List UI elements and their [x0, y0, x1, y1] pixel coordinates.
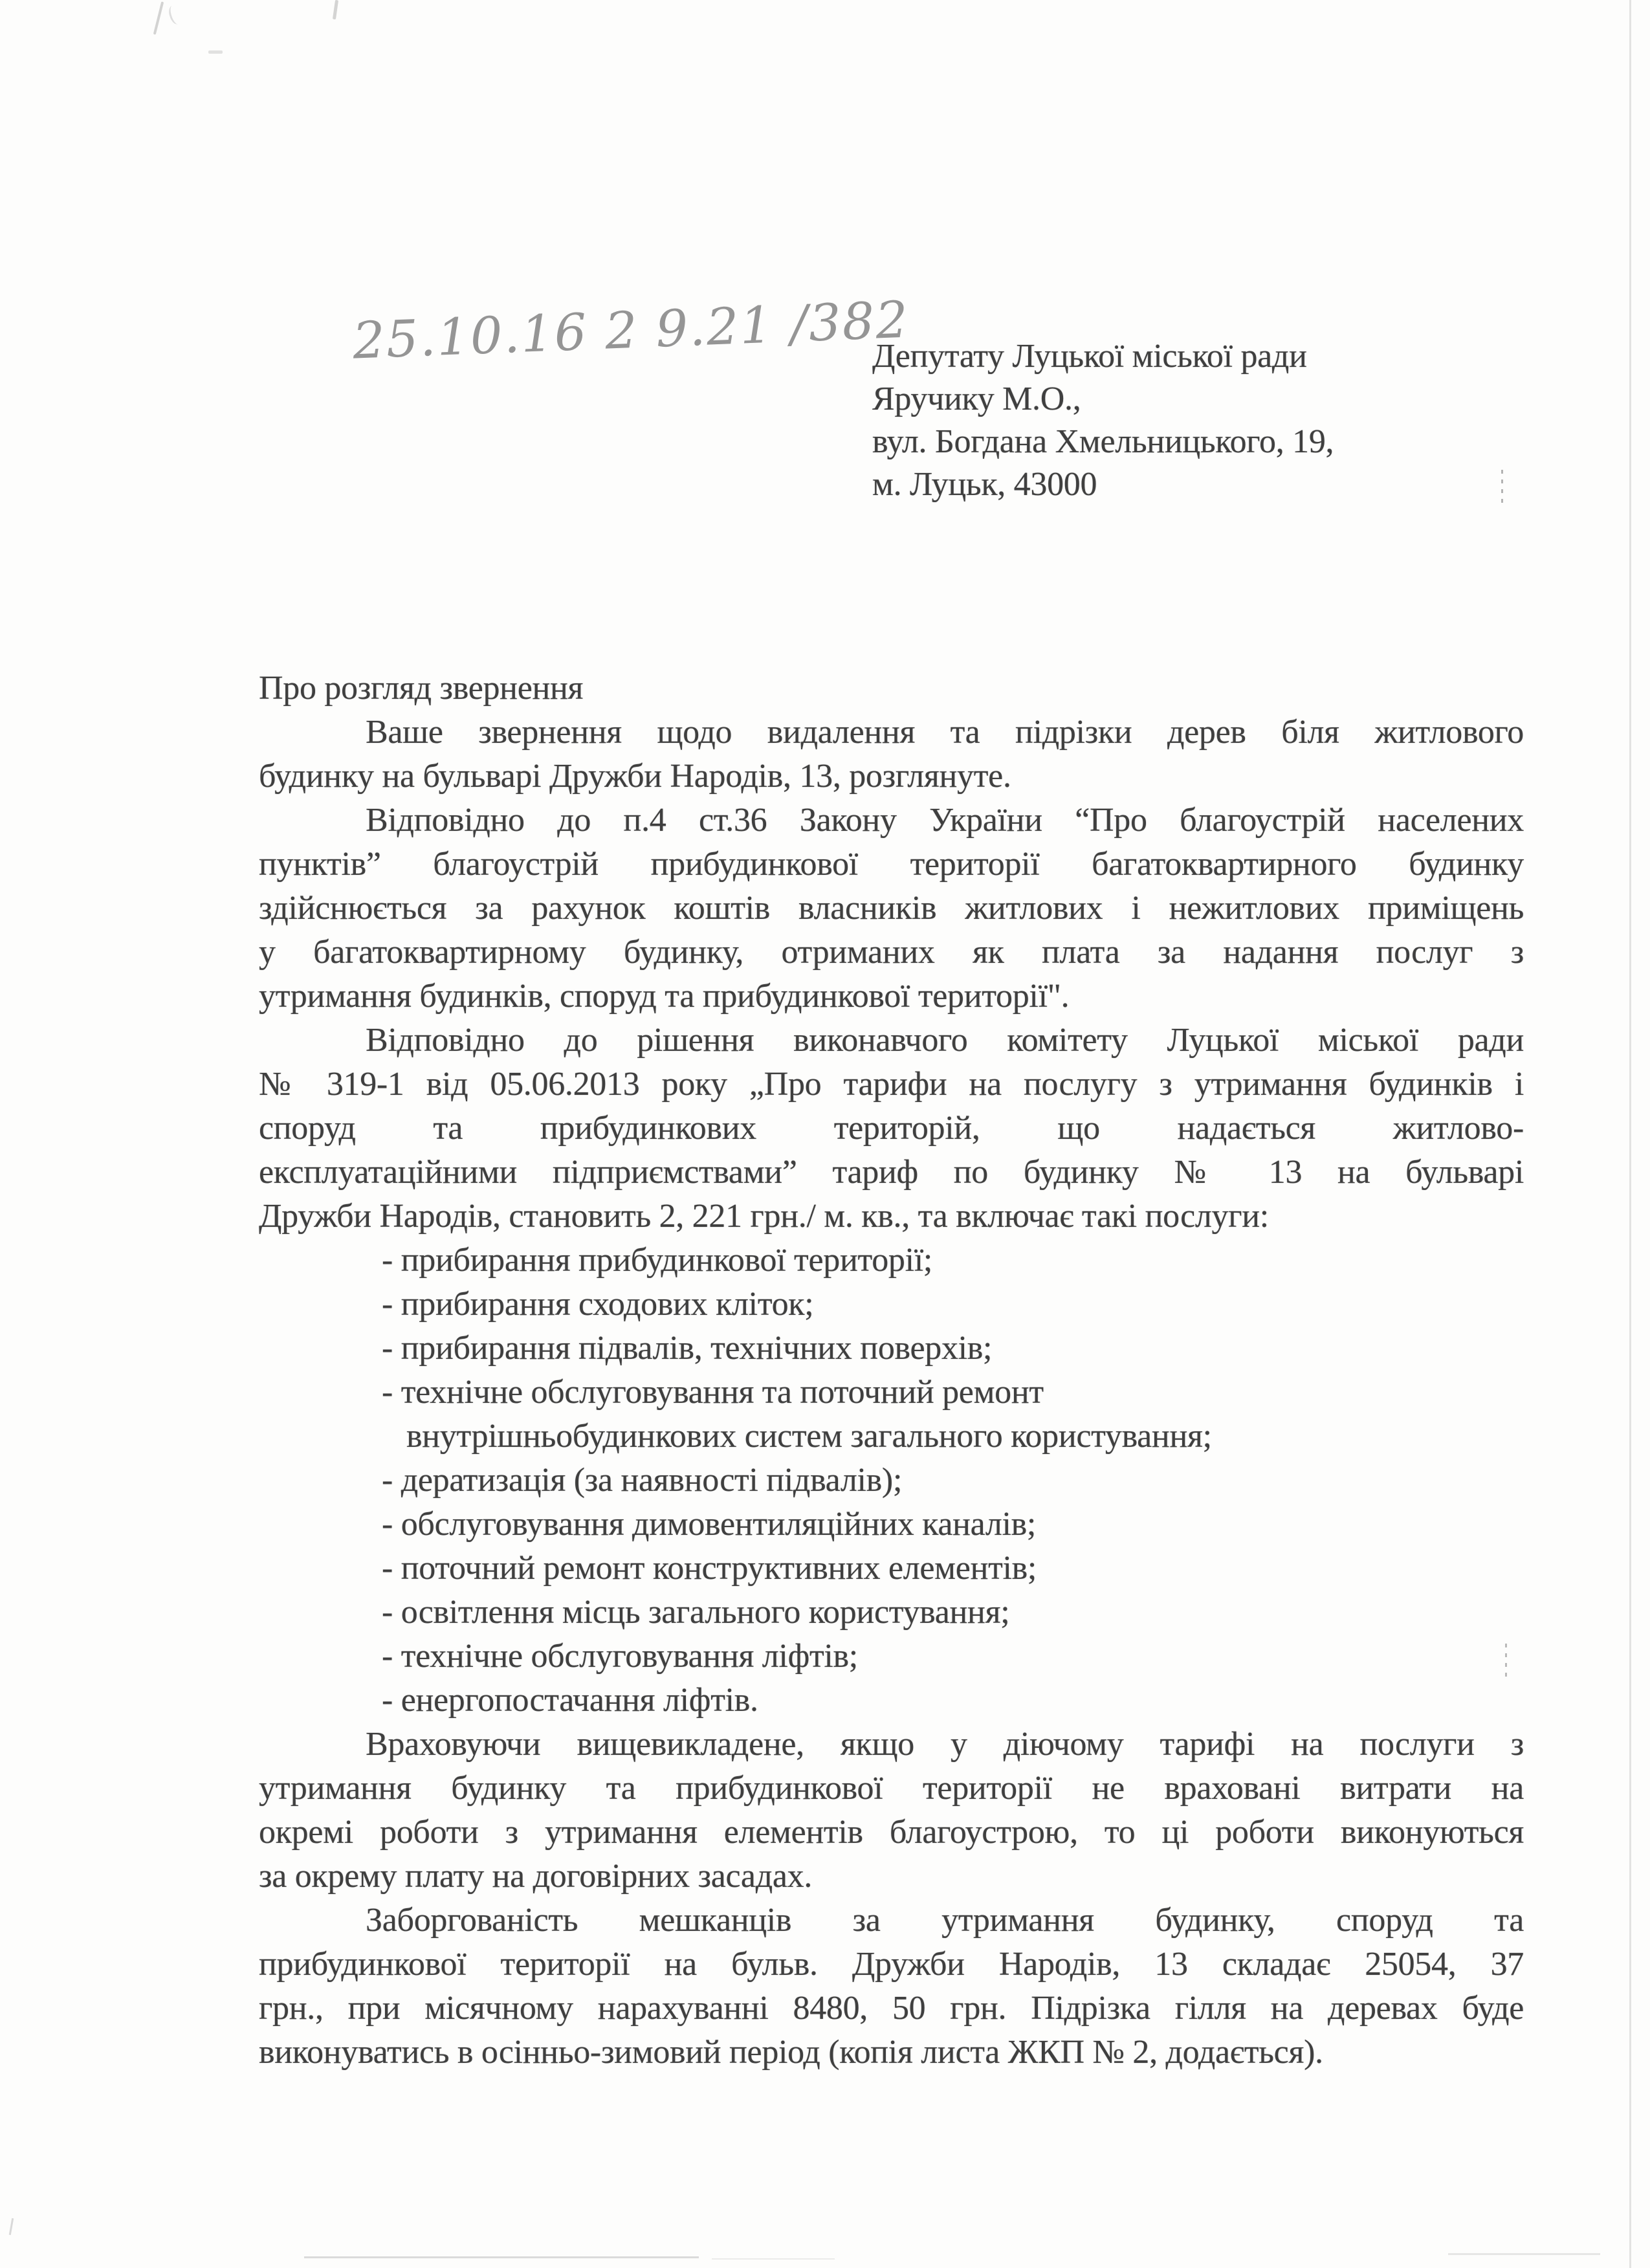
addressee-line: вул. Богдана Хмельницького, 19, [872, 423, 1334, 460]
body-line: № 319-1 від 05.06.2013 року „Про тарифи на послугу з утримання будинків і [259, 1066, 1524, 1103]
scan-edge-line [304, 2256, 699, 2258]
bullet-line: - технічне обслуговування та поточний ремонт [382, 1374, 1044, 1411]
scan-smudge [333, 0, 338, 19]
body-line: прибудинкової території на бульв. Дружби Народів, 13 складає 25054, 37 [259, 1946, 1524, 1983]
body-line: за окрему плату на договірних засадах. [259, 1858, 813, 1895]
bullet-line: внутрішньобудинкових систем загального користування; [406, 1418, 1212, 1455]
body-text [259, 666, 1524, 2075]
body-line: виконуватись в осінньо-зимовий період (копія листа ЖКП № 2, додається). [259, 2034, 1323, 2071]
body-line: грн., при місячному нарахуванні 8480, 50 грн. Підрізка гілля на деревах буде [259, 1990, 1524, 2027]
subject-line: Про розгляд звернення [259, 670, 584, 707]
body-line: будинку на бульварі Дружби Народів, 13, розглянуте. [259, 758, 1011, 795]
body-line: Дружби Народів, становить 2, 221 грн./ м. кв., та включає такі послуги: [259, 1198, 1269, 1235]
body-line: Враховуючи вищевикладене, якщо у діючому тарифі на послуги з [366, 1726, 1524, 1763]
body-line: утримання будинку та прибудинкової території не враховані витрати на [259, 1770, 1524, 1807]
body-line: окремі роботи з утримання елементів благоустрою, то ці роботи виконуються [259, 1814, 1524, 1851]
bullet-line: - прибирання прибудинкової території; [382, 1242, 933, 1279]
body-line: експлуатаційними підприємствами” тариф по будинку № 13 на бульварі [259, 1154, 1524, 1191]
bullet-line: - дератизація (за наявності підвалів); [382, 1462, 903, 1499]
bullet-line: - прибирання підвалів, технічних поверхів; [382, 1330, 993, 1367]
handwritten-registration-note: 25.10.16 2 9.21 /382 [351, 291, 910, 371]
body-line: у багатоквартирному будинку, отриманих як плата за надання послуг з [259, 934, 1524, 971]
scan-smudge [167, 4, 183, 26]
bullet-line: - енергопостачання ліфтів. [382, 1682, 758, 1719]
scan-edge-line [1629, 0, 1631, 2268]
body-line: споруд та прибудинкових територій, що надається житлово- [259, 1110, 1524, 1147]
addressee-block [872, 335, 1584, 506]
addressee-line: Яручику М.О., [872, 380, 1081, 417]
body-line: пунктів” благоустрій прибудинкової території багатоквартирного будинку [259, 846, 1524, 883]
scan-smudge [208, 50, 223, 54]
scan-smudge [9, 2218, 14, 2235]
bullet-line: - обслуговування димовентиляційних каналів; [382, 1506, 1037, 1543]
scan-edge-line [712, 2258, 835, 2260]
bullet-line: - освітлення місць загального користування; [382, 1594, 1010, 1631]
bullet-line: - технічне обслуговування ліфтів; [382, 1638, 858, 1675]
scan-edge-line [1448, 2253, 1600, 2255]
body-line: Відповідно до п.4 ст.36 Закону України “Про благоустрій населених [366, 802, 1524, 839]
bullet-line: - прибирання сходових кліток; [382, 1286, 814, 1323]
bullet-line: - поточний ремонт конструктивних елементів; [382, 1550, 1037, 1587]
body-line: Відповідно до рішення виконавчого комітету Луцької міської ради [366, 1022, 1524, 1059]
body-line: Заборгованість мешканців за утримання будинку, споруд та [366, 1902, 1524, 1939]
addressee-line: Депутату Луцької міської ради [872, 338, 1307, 375]
addressee-line: м. Луцьк, 43000 [872, 466, 1097, 503]
body-line: утримання будинків, споруд та прибудинкової території". [259, 978, 1070, 1015]
scan-smudge [153, 1, 164, 34]
body-line: здійснюється за рахунок коштів власників житлових і нежитлових приміщень [259, 890, 1524, 927]
body-line: Ваше звернення щодо видалення та підрізки дерев біля житлового [366, 714, 1524, 751]
